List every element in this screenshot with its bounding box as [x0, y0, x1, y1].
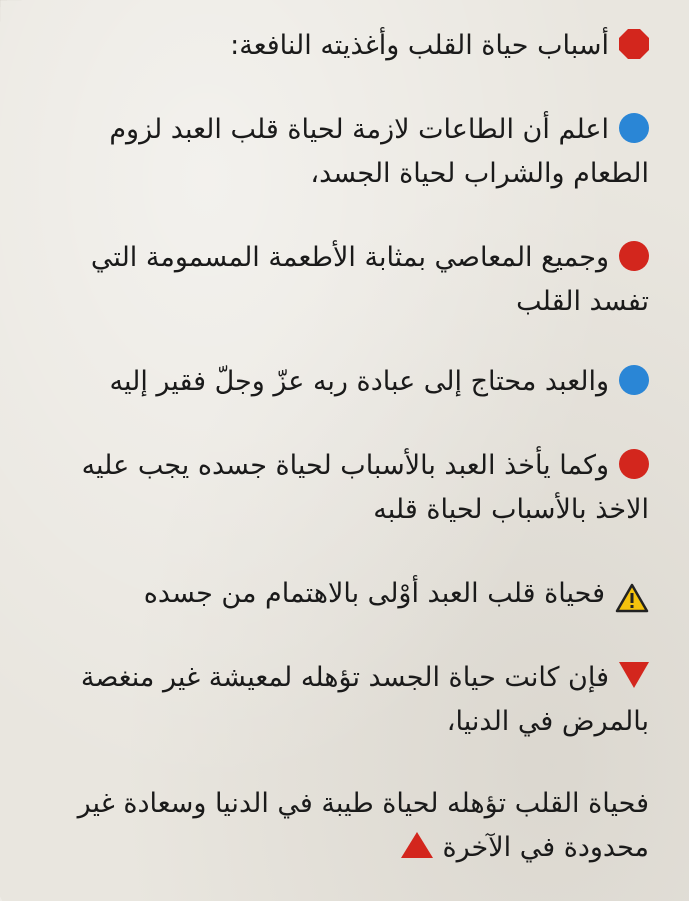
list-item	[29, 444, 649, 532]
list-item	[29, 782, 649, 870]
list-item	[29, 236, 649, 324]
list-item	[29, 108, 649, 196]
item-text: وجميع المعاصي بمثابة الأطعمة المسمومة التي تفسد القلب	[90, 242, 649, 317]
list-item	[29, 360, 649, 404]
item-text: والعبد محتاج إلى عبادة ربه عزّ وجلّ فقير إليه	[109, 366, 609, 397]
red-triangle-down-icon	[619, 662, 649, 688]
red-circle-icon	[619, 241, 649, 271]
red-circle-icon	[619, 449, 649, 479]
item-text: أسباب حياة القلب وأغذيته النافعة:	[230, 30, 609, 61]
red-triangle-up-icon	[401, 832, 433, 858]
item-text: وكما يأخذ العبد بالأسباب لحياة جسده يجب عليه الاخذ بالأسباب لحياة قلبه	[81, 450, 649, 525]
list-item	[29, 24, 649, 68]
item-text: فحياة قلب العبد أوْلى بالاهتمام من جسده	[143, 578, 605, 609]
item-text: فإن كانت حياة الجسد تؤهله لمعيشة غير منغصة بالمرض في الدنيا،	[80, 662, 649, 737]
blue-circle-icon	[619, 365, 649, 395]
list-item	[29, 572, 649, 621]
item-text: اعلم أن الطاعات لازمة لحياة قلب العبد لزوم الطعام والشراب لحياة الجسد،	[109, 114, 649, 189]
red-stop-icon	[619, 29, 649, 59]
list-item	[29, 656, 649, 744]
item-text: فحياة القلب تؤهله لحياة طيبة في الدنيا وسعادة غير محدودة في الآخرة	[77, 788, 649, 863]
warning-icon	[615, 577, 649, 621]
blue-circle-icon	[619, 113, 649, 143]
